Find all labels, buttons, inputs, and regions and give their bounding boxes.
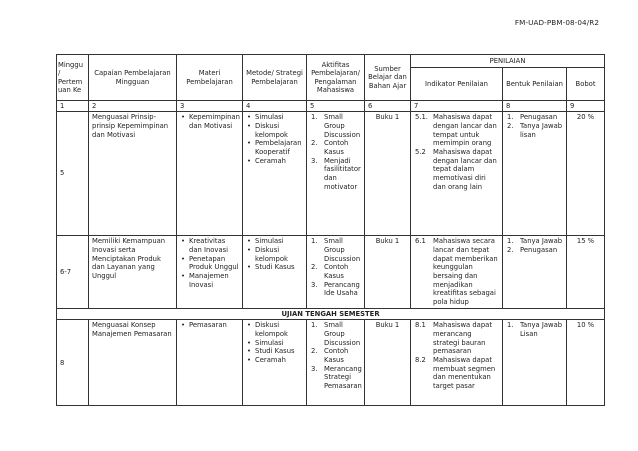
- list-item: 8.2 Mahasiswa dapat membuat segmen dan menentukan target pasar: [415, 356, 496, 391]
- list-item: 1. Small Group Discussion: [311, 237, 361, 263]
- materi-cell: [177, 112, 243, 236]
- list-item: 5.1. Mahasiswa dapat dengan lancar dan tempat untuk memimpin orang: [415, 113, 497, 148]
- col-number: 9: [567, 101, 605, 112]
- list-item: • Penetapan Produk Unggul: [180, 255, 239, 272]
- week-cell: 6-7: [57, 236, 89, 309]
- list-item: 6.1 Mahasiswa secara lancar dan tepat dapat memberikan keunggulan bersaing dan menjadikan kreatifitas sebagai pola hidup: [415, 237, 498, 306]
- col-number: 2: [89, 101, 177, 112]
- bobot-cell: 15 %: [567, 236, 605, 309]
- bentuk-cell: [503, 112, 567, 236]
- header-metode: Metode/ Strategi Pembelajaran: [243, 55, 307, 101]
- list-item: • Simulasi: [246, 237, 303, 246]
- indikator-cell: [411, 236, 503, 309]
- metode-cell: [243, 112, 307, 236]
- col-number: 3: [177, 101, 243, 112]
- materi-cell: [177, 320, 243, 406]
- list-item: • Studi Kasus: [246, 347, 303, 356]
- header-bentuk: Bentuk Penilaian: [503, 68, 567, 101]
- col-number: 8: [503, 101, 567, 112]
- bentuk-cell: [503, 320, 567, 406]
- header-bobot: Bobot: [567, 68, 605, 101]
- col-number: 4: [243, 101, 307, 112]
- header-indikator: Indikator Penilaian: [411, 68, 503, 101]
- list-item: 2. Contoh Kasus: [311, 263, 349, 280]
- list-item: 3. Menjadi fasilititator dan motivator: [311, 156, 361, 191]
- header-capaian: Capaian Pembelajaran Mingguan: [89, 55, 177, 101]
- list-item: • Kreativitas dan Inovasi: [180, 237, 239, 254]
- bentuk-cell: [503, 236, 567, 309]
- header-minggu: Minggu / Pertem uan Ke: [57, 55, 89, 101]
- list-item: • Diskusi kelompok: [246, 122, 303, 139]
- list-item: 2. Penugasan: [507, 245, 558, 254]
- col-number: 5: [307, 101, 365, 112]
- header-aktifitas: Aktifitas Pembelajaran/ Pengalaman Mahasiswa: [307, 55, 365, 101]
- metode-cell: [243, 320, 307, 406]
- list-item: 1. Penugasan: [507, 113, 558, 122]
- list-item: 8.1 Mahasiswa dapat merancang strategi bauran pemasaran: [415, 321, 492, 356]
- bobot-cell: 10 %: [567, 320, 605, 406]
- table-row: [57, 112, 605, 236]
- aktifitas-cell: [307, 112, 365, 236]
- sumber-cell: Buku 1: [365, 236, 411, 309]
- list-item: 2. Tanya Jawab lisan: [507, 121, 563, 139]
- list-item: 2. Contoh Kasus: [311, 347, 349, 365]
- list-item: 1. Tanya Jawab Lisan: [507, 321, 563, 339]
- header-row-1: [57, 55, 605, 68]
- course-plan-table: [56, 54, 605, 406]
- aktifitas-cell: [307, 236, 365, 309]
- header-materi: Materi Pembelajaran: [177, 55, 243, 101]
- uts-row: [57, 308, 605, 320]
- list-item: 1. Small Group Discussion: [311, 321, 361, 347]
- sumber-cell: Buku 1: [365, 320, 411, 406]
- list-item: • Diskusi kelompok: [246, 246, 303, 263]
- list-item: • Simulasi: [246, 113, 303, 122]
- indikator-cell: [411, 320, 503, 406]
- aktifitas-cell: [307, 320, 365, 406]
- list-item: • Pemasaran: [180, 321, 239, 330]
- list-item: • Kepemimpinan dan Motivasi: [180, 113, 239, 130]
- table-row: [57, 320, 605, 406]
- capaian-cell: Menguasai Prinsip-prinsip Kepemimpinan dan Motivasi: [89, 112, 177, 236]
- list-item: • Simulasi: [246, 339, 303, 348]
- header-penilaian: PENILAIAN: [411, 55, 605, 68]
- list-item: 3. Perancang Ide Usaha: [311, 280, 360, 298]
- list-item: 2. Contoh Kasus: [311, 139, 349, 156]
- bobot-cell: 20 %: [567, 112, 605, 236]
- capaian-cell: Memiliki Kemampuan Inovasi serta Menciptakan Produk dan Layanan yang Unggul: [89, 236, 177, 309]
- list-item: • Pembelajaran Kooperatif: [246, 139, 303, 156]
- table-row: [57, 236, 605, 309]
- metode-cell: [243, 236, 307, 309]
- col-number: 7: [411, 101, 503, 112]
- list-item: 1. Small Group Discussion: [311, 113, 361, 139]
- materi-cell: [177, 236, 243, 309]
- column-number-row: [57, 101, 605, 112]
- uts-label: UJIAN TENGAH SEMESTER: [57, 308, 605, 320]
- list-item: • Ceramah: [246, 356, 303, 365]
- sumber-cell: Buku 1: [365, 112, 411, 236]
- week-cell: 8: [57, 320, 89, 406]
- indikator-cell: [411, 112, 503, 236]
- list-item: • Diskusi kelompok: [246, 321, 303, 338]
- list-item: 5.2 Mahasiswa dapat dengan lancar dan tepat dalam memotivasi diri dan orang lain: [415, 147, 497, 191]
- week-cell: 5: [57, 112, 89, 236]
- col-number: 6: [365, 101, 411, 112]
- list-item: • Studi Kasus: [246, 263, 303, 272]
- list-item: • Ceramah: [246, 157, 303, 166]
- col-number: 1: [57, 101, 89, 112]
- list-item: 3. Merancang Strategi Pemasaran: [311, 364, 362, 391]
- document-code: FM-UAD-PBM-08-04/R2: [514, 18, 599, 27]
- header-sumber: Sumber Belajar dan Bahan Ajar: [365, 55, 411, 101]
- capaian-cell: Menguasai Konsep Manajemen Pemasaran: [89, 320, 177, 406]
- list-item: 1. Tanya Jawab: [507, 237, 563, 246]
- list-item: • Manajemen Inovasi: [180, 272, 239, 289]
